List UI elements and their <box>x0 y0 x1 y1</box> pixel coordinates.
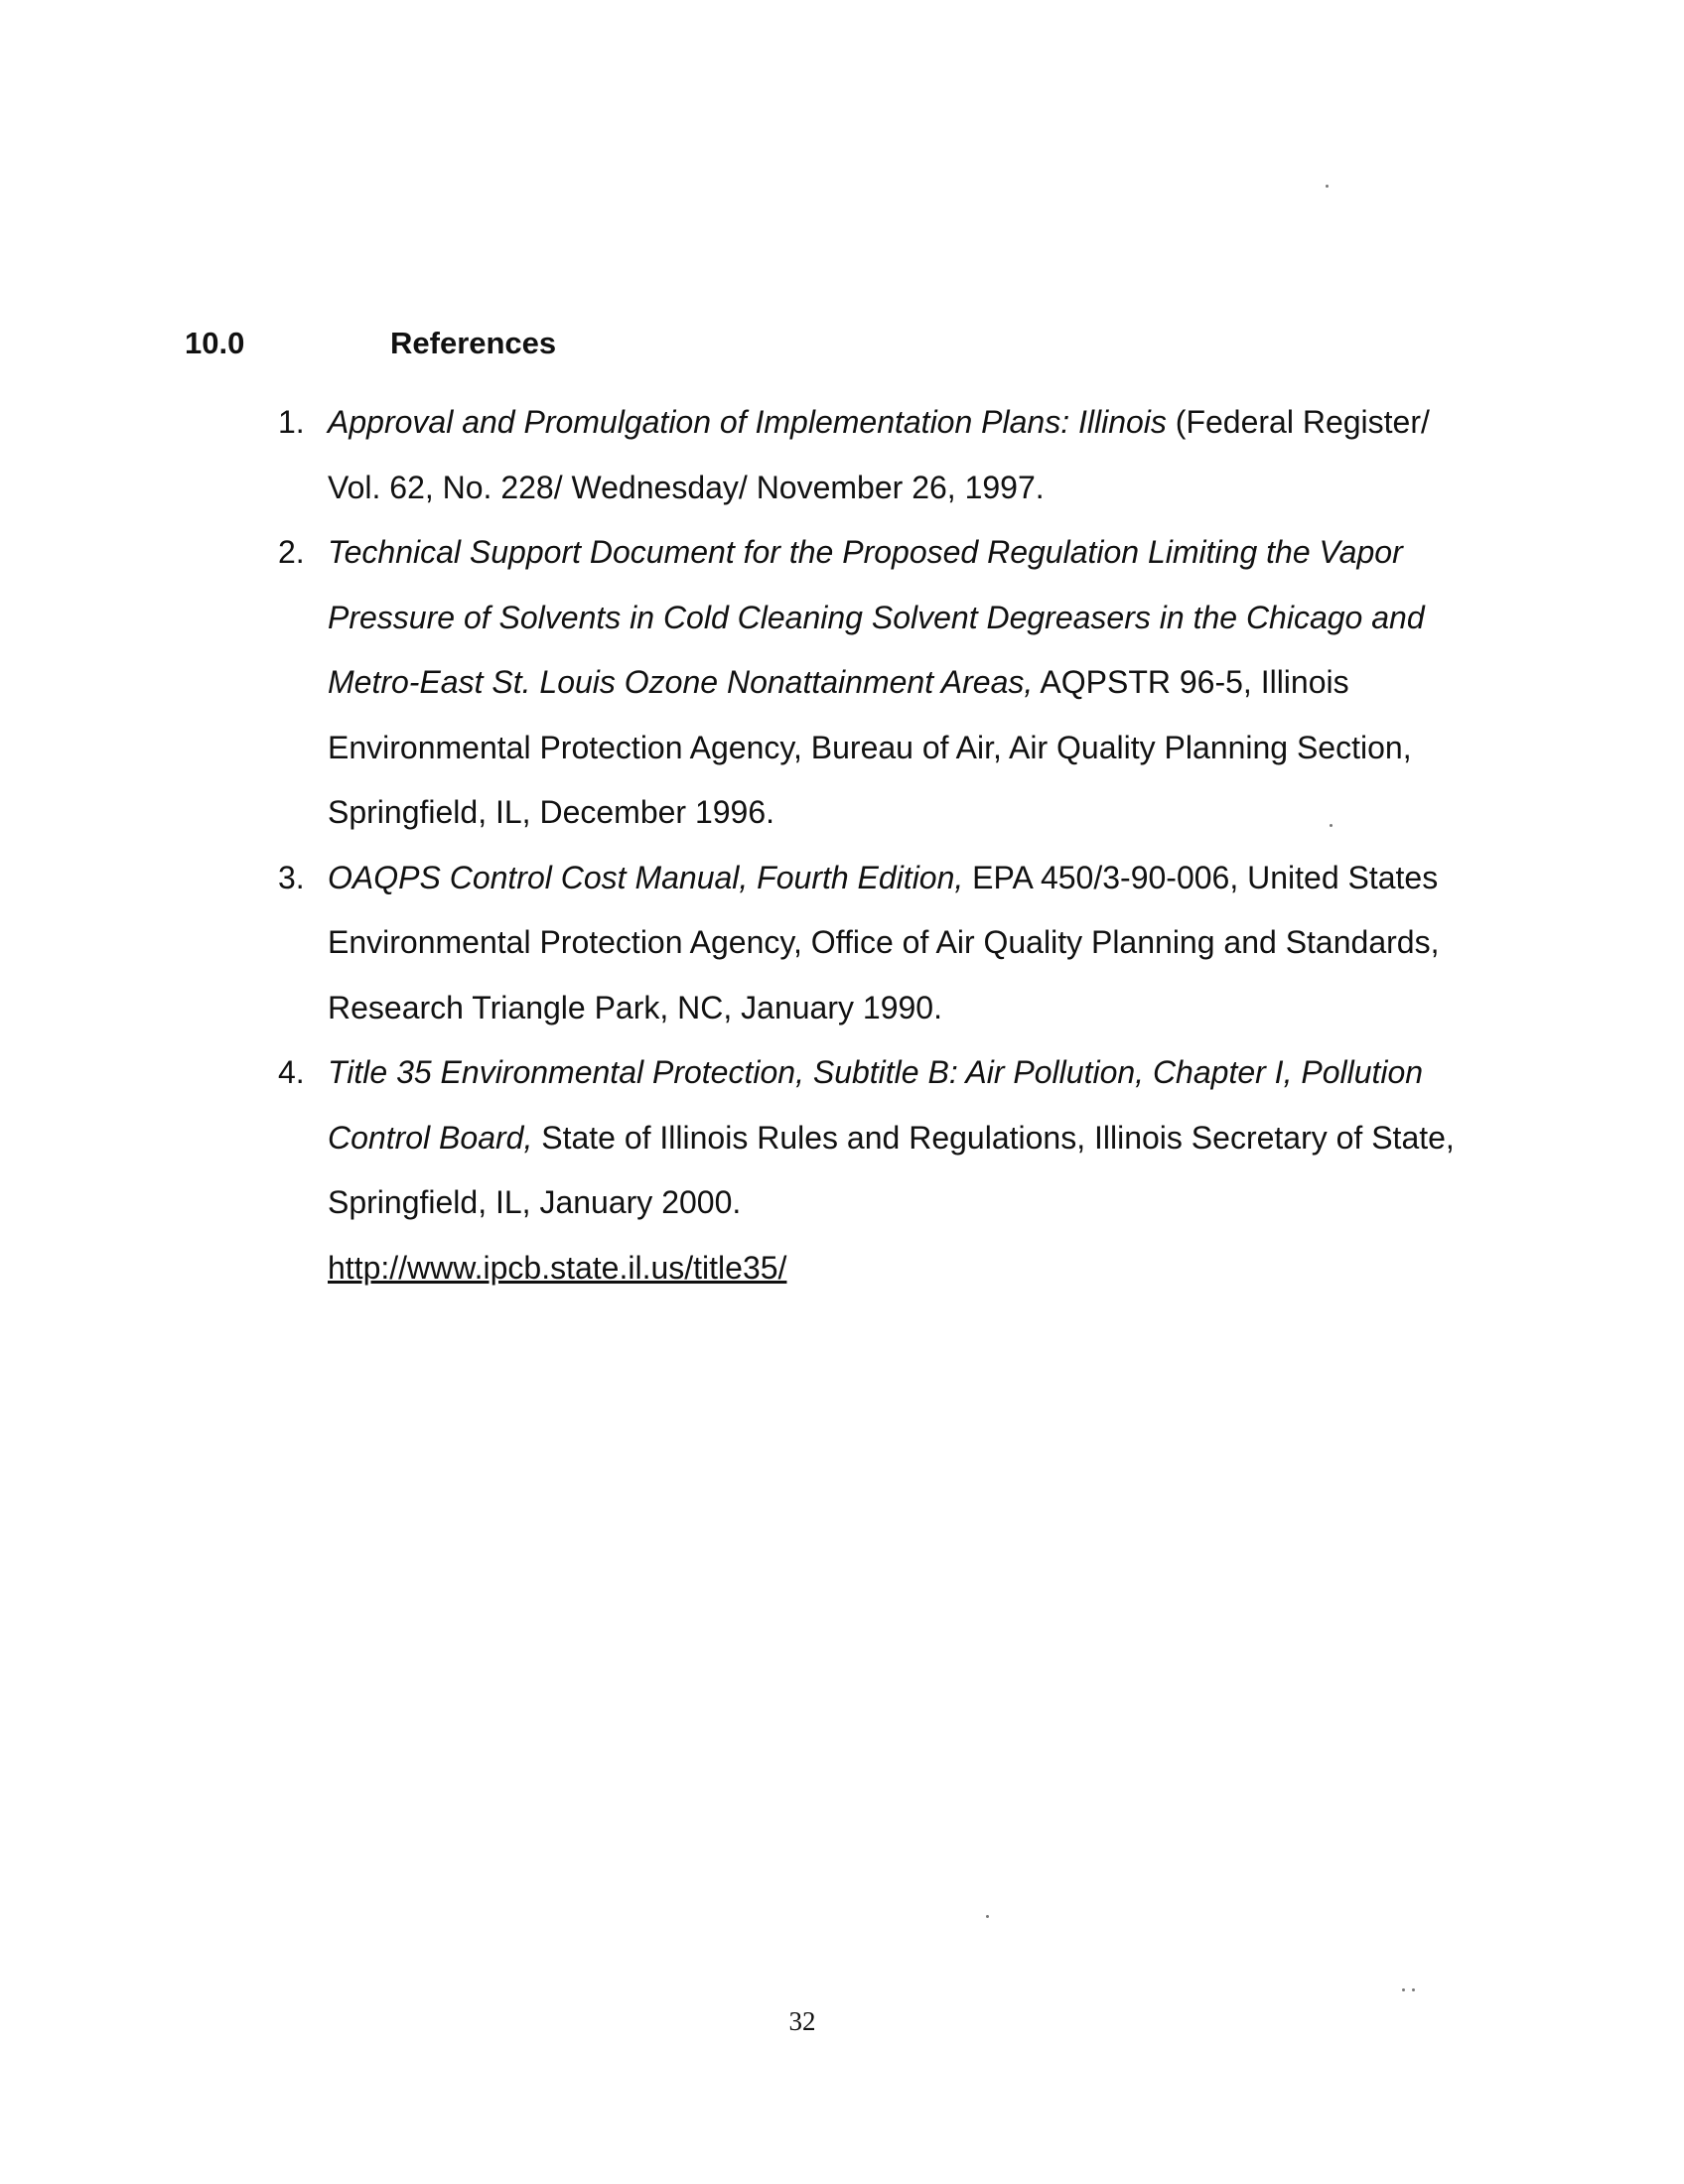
reference-number: 1. <box>278 404 305 440</box>
reference-details: State of Illinois Rules and Regulations, Illinois Secretary of State, Springfield, IL, January 2000. <box>328 1119 1455 1220</box>
reference-details: (Federal Register/ Vol. 62, No. 228/ Wednesday/ November 26, 1997. <box>328 404 1430 505</box>
section-title: References <box>390 326 557 360</box>
reference-number: 4. <box>278 1054 305 1090</box>
scan-speck <box>986 1915 989 1918</box>
scan-speck <box>1326 185 1329 188</box>
section-number: 10.0 <box>185 326 245 360</box>
reference-title: OAQPS Control Cost Manual, Fourth Edition, <box>328 859 964 895</box>
scan-speck <box>1412 1988 1415 1991</box>
scan-speck <box>1402 1988 1405 1991</box>
reference-details: EPA 450/3-90-006, United States Environmental Protection Agency, Office of Air Quality Planning and Standards, Research Triangle Park, NC, January 1990. <box>328 859 1440 1025</box>
reference-url-link[interactable]: http://www.ipcb.state.il.us/title35/ <box>328 1249 787 1286</box>
reference-item-3 <box>268 846 1479 1041</box>
reference-item-2 <box>268 520 1479 846</box>
reference-details: AQPSTR 96-5, Illinois Environmental Protection Agency, Bureau of Air, Air Quality Planning Section, Springfield, IL, December 1996. <box>328 664 1412 830</box>
reference-number: 2. <box>278 534 305 570</box>
page-number: 32 <box>788 2006 816 2036</box>
reference-list <box>268 390 1479 1300</box>
reference-number: 3. <box>278 859 305 895</box>
reference-title: Approval and Promulgation of Implementation Plans: Illinois <box>328 404 1167 440</box>
scan-speck <box>1330 824 1333 827</box>
reference-title: Technical Support Document for the Proposed Regulation Limiting the Vapor Pressure of Solvents in Cold Cleaning Solvent Degreasers in the Chicago and Metro-East St. Louis Ozone Nonattainment Areas, <box>328 534 1425 700</box>
reference-item-1 <box>268 390 1479 520</box>
reference-title: Title 35 Environmental Protection, Subtitle B: Air Pollution, Chapter I, Pollution Control Board, <box>328 1054 1424 1156</box>
reference-item-4 <box>268 1040 1479 1300</box>
